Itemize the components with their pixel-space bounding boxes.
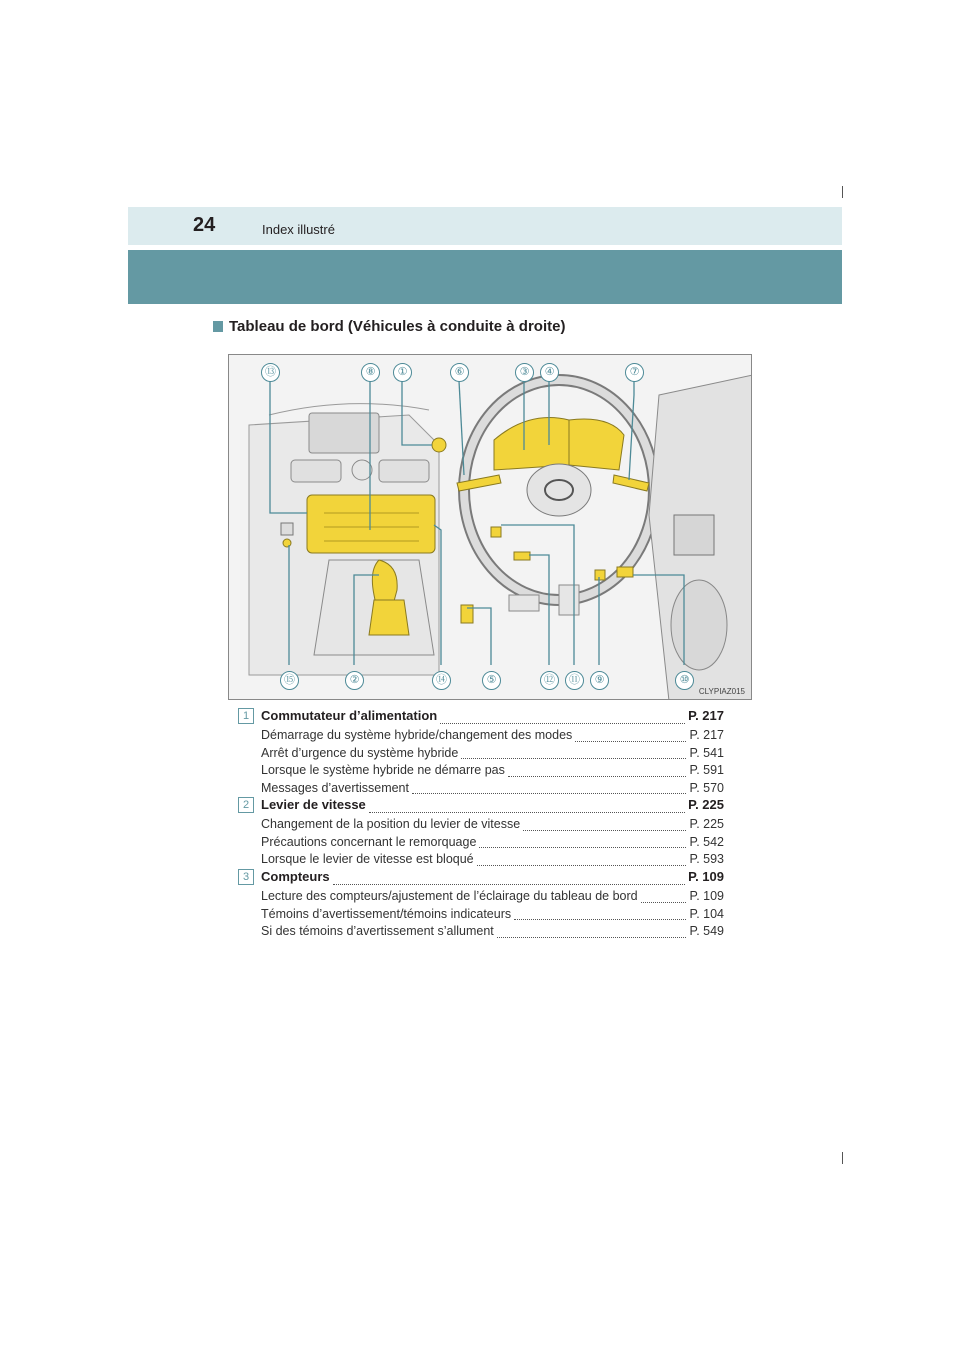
page-link[interactable]: P. 542 (689, 834, 724, 849)
entry-main-row (261, 797, 724, 817)
page-link[interactable]: P. 225 (689, 817, 724, 831)
section-title: Tableau de bord (Véhicules à conduite à droite) (229, 318, 566, 335)
callout-8: ⑧ (361, 363, 380, 382)
entry-sub-row (261, 889, 724, 907)
entry-label: Levier de vitesse (261, 797, 366, 812)
header-band (128, 250, 842, 304)
callout-6: ⑥ (450, 363, 469, 382)
callout-13: ⑬ (261, 363, 280, 382)
callout-10: ⑩ (675, 671, 694, 690)
callout-12: ⑫ (540, 671, 559, 690)
sub-label: Si des témoins d’avertissement s’allument (261, 924, 494, 939)
header-bar (128, 207, 842, 245)
section-heading (213, 318, 565, 335)
entry-label: Compteurs (261, 869, 330, 884)
page-link[interactable]: P. 217 (688, 708, 724, 723)
dashboard-illustration (228, 354, 752, 700)
callout-5: ⑤ (482, 671, 501, 690)
callout-4: ④ (540, 363, 559, 382)
page-link[interactable]: P. 591 (689, 763, 724, 778)
callout-1: ① (393, 363, 412, 382)
callout-15: ⑮ (280, 671, 299, 690)
running-title: Index illustré (262, 222, 335, 237)
sub-label: Lecture des compteurs/ajustement de l’éclairage du tableau de bord (261, 889, 638, 903)
callout-14: ⑭ (432, 671, 451, 690)
dashboard-drawing (229, 355, 752, 700)
page-link[interactable]: P. 593 (689, 852, 724, 867)
page-link[interactable]: P. 225 (688, 797, 724, 812)
entry-sub-row (261, 763, 724, 781)
callout-11: ⑪ (565, 671, 584, 690)
entry-sub-row (261, 907, 724, 925)
entry-sub-row (261, 835, 724, 853)
entry-number: 3 (238, 869, 254, 885)
crop-mark (842, 186, 843, 198)
index-entry (238, 708, 724, 798)
page-link[interactable]: P. 549 (689, 924, 724, 939)
sub-label: Messages d’avertissement (261, 780, 409, 795)
sub-label: Arrêt d’urgence du système hybride (261, 745, 459, 760)
entry-sub-row (261, 924, 724, 942)
sub-label: Démarrage du système hybride/changement des modes (261, 728, 573, 742)
entry-number: 2 (238, 797, 254, 813)
sub-label: Précautions concernant le remorquage (261, 834, 477, 849)
page-link[interactable]: P. 541 (689, 745, 724, 760)
sub-label: Témoins d’avertissement/témoins indicateurs (261, 906, 512, 921)
index-entry (238, 869, 724, 942)
figure-code: CLYPIAZ015 (698, 687, 745, 696)
entry-number: 1 (238, 708, 254, 724)
sub-label: Changement de la position du levier de vitesse (261, 817, 521, 831)
crop-mark (842, 1152, 843, 1164)
entry-sub-row (261, 728, 724, 746)
entry-sub-row (261, 817, 724, 835)
page-link[interactable]: P. 570 (689, 780, 724, 795)
entry-sub-row (261, 852, 724, 870)
page-number: 24 (193, 214, 216, 236)
entry-main-row (261, 869, 724, 889)
entry-sub-row (261, 781, 724, 799)
index-entry (238, 797, 724, 870)
section-square-icon (213, 321, 223, 332)
page-link[interactable]: P. 109 (689, 889, 724, 903)
callout-3: ③ (515, 363, 534, 382)
sub-label: Lorsque le système hybride ne démarre pas (261, 763, 505, 778)
sub-label: Lorsque le levier de vitesse est bloqué (261, 852, 474, 867)
page-link[interactable]: P. 109 (688, 869, 724, 884)
page-link[interactable]: P. 104 (689, 906, 724, 921)
page-link[interactable]: P. 217 (689, 728, 724, 742)
entry-label: Commutateur d’alimentation (261, 708, 438, 723)
entry-sub-row (261, 746, 724, 764)
entry-main-row (261, 708, 724, 728)
callout-2: ② (345, 671, 364, 690)
callout-7: ⑦ (625, 363, 644, 382)
callout-9: ⑨ (590, 671, 609, 690)
